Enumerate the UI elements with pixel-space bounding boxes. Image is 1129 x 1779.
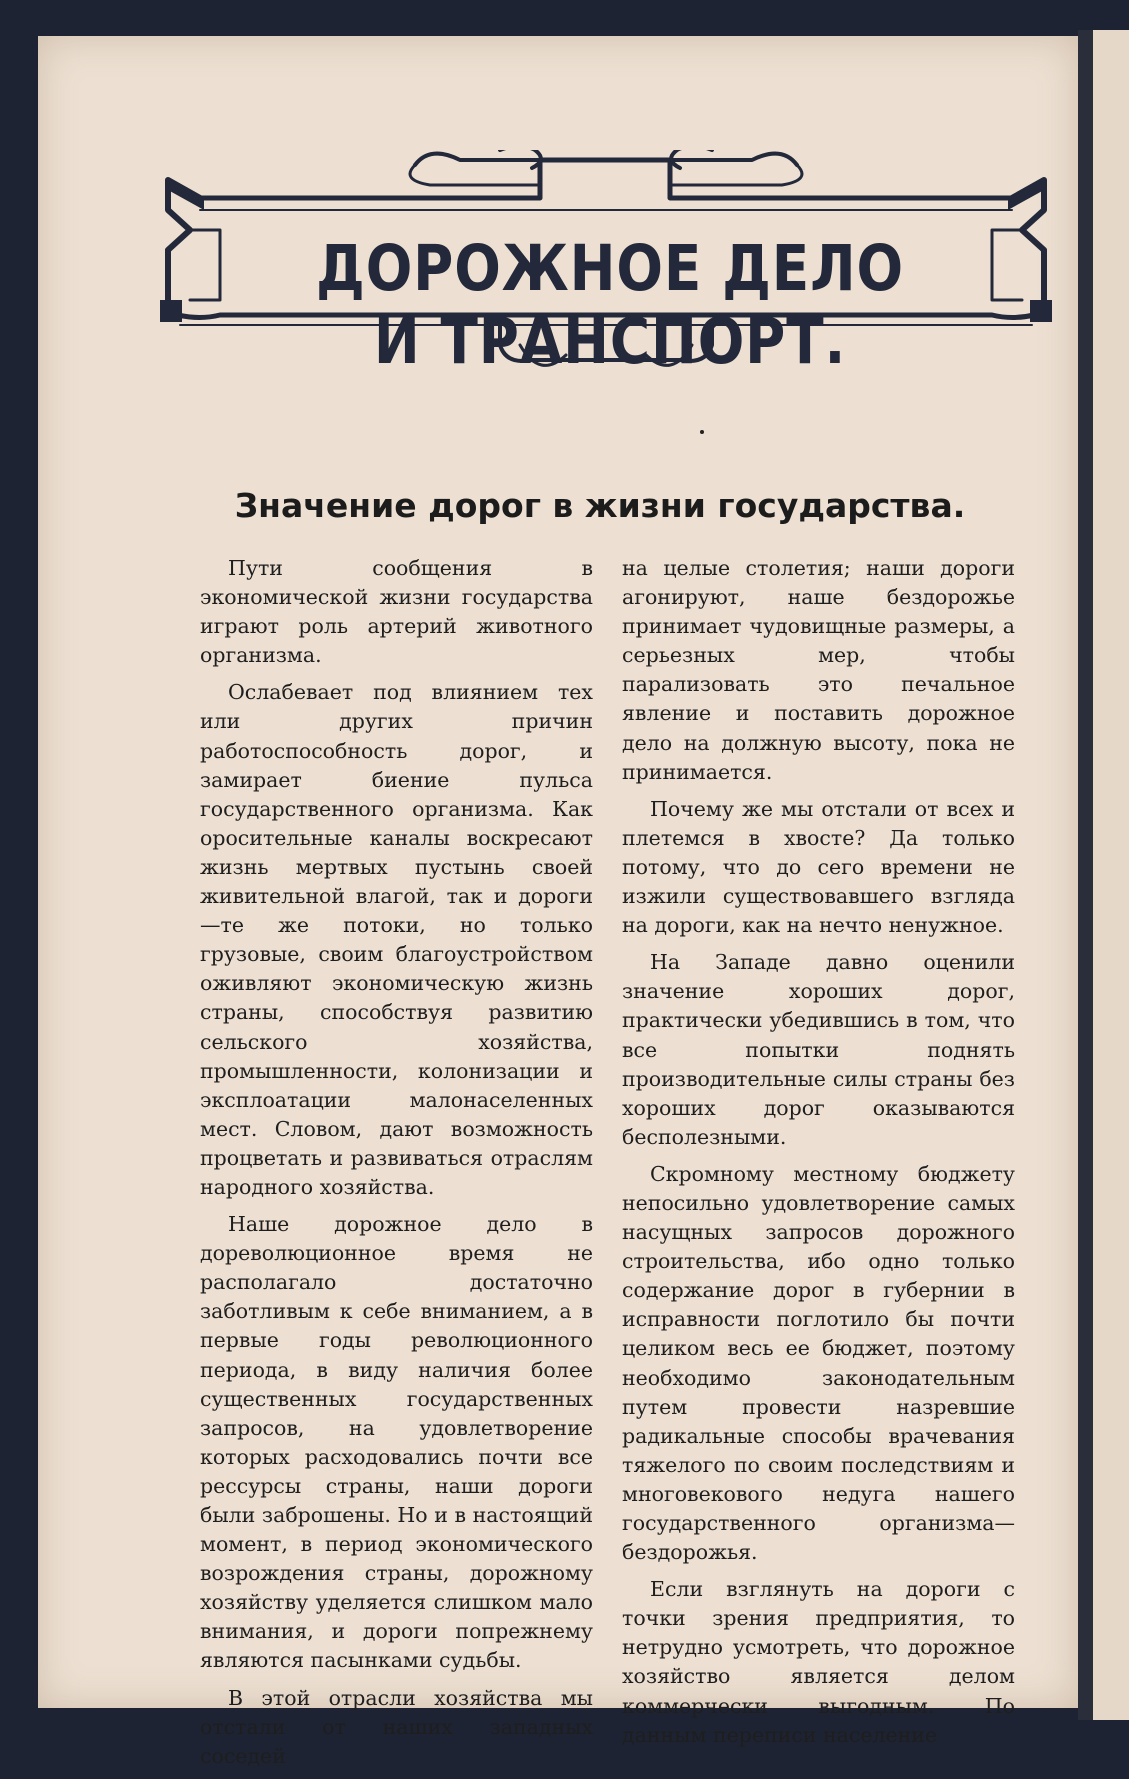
book-gutter-shadow (1078, 30, 1093, 1720)
right-column (622, 554, 1015, 1758)
paragraph: Пути сообщения в экономической жизни государства играют роль артерий животного организма. (200, 556, 593, 668)
paragraph: Если взглянуть на дороги с точки зрения предприятия, то нетрудно усмотреть, что дорожное хозяйство является делом коммерчески выгодным. По данным переписи население (622, 1577, 1015, 1747)
article-title: Значение дорог в жизни государства. (234, 486, 966, 525)
paragraph: На Западе давно оценили значение хороших дорог, практически убедившись в том, что все попытки поднять производительные силы страны без хороших дорог оказываются бесполезными. (622, 950, 1015, 1149)
paragraph: Почему же мы отстали от всех и плетемся в хвосте? Да только потому, что до сего времени не изжили существовавшего взгляда на дороги, как на нечто ненужное. (622, 796, 1015, 938)
paragraph: Наше дорожное дело в дореволюционное время не располагало достаточно заботливым к себе вниманием, а в первые годы революционного периода, в виду наличия более существенных государственных запросов, на удовлетворение которых расходовались почти все рессурсы страны, наши дороги были заброшены. Но и в настоящий момент, в период экономического возрождения страны, дорожному хозяйству уделяется слишком мало внимания, и дороги попрежнему являются пасынками судьбы. (200, 1212, 593, 1673)
adjacent-page-edge (1093, 30, 1129, 1720)
paragraph: В этой отрасли хозяйства мы отстали от наших западных соседей (200, 1685, 593, 1768)
paragraph: Ослабевает под влиянием тех или других причин работоспособность дорог, и замирает биение пульса государственного организма. Как оросительные каналы воскресают жизнь мертвых пустынь своей живительной влагой, так и дороги—те же потоки, но только грузовые, своим благоустройством оживляют экономическую жизнь страны, способствуя развитию сельского хозяйства, промышленности, колонизации и эксплоатации малонаселенных мест. Словом, дают возможность процветать и развиваться отраслям народного хозяйства. (200, 680, 593, 1199)
left-column (200, 554, 593, 1779)
ink-dot (700, 430, 704, 434)
paragraph: Скромному местному бюджету непосильно удовлетворение самых насущных запросов дорожного строительства, ибо одно только содержание дорог в губернии в исправности поглотило бы почти целиком весь ее бюджет, поэтому необходимо законодательным путем провести назревшие радикальные способы врачевания тяжелого по своим последствиям и многовекового недуга нашего государственного организма—бездорожья. (622, 1161, 1015, 1565)
section-title: ДОРОЖНОЕ ДЕЛО И ТРАНСПОРТ. (316, 232, 904, 378)
section-header-banner (160, 150, 1052, 400)
paragraph: на целые столетия; наши дороги агонируют, наше бездорожье принимает чудовищные размеры, а серьезных мер, чтобы парализовать это печальное явление и поставить дорожное дело на должную высоту, пока не принимается. (622, 556, 1015, 784)
